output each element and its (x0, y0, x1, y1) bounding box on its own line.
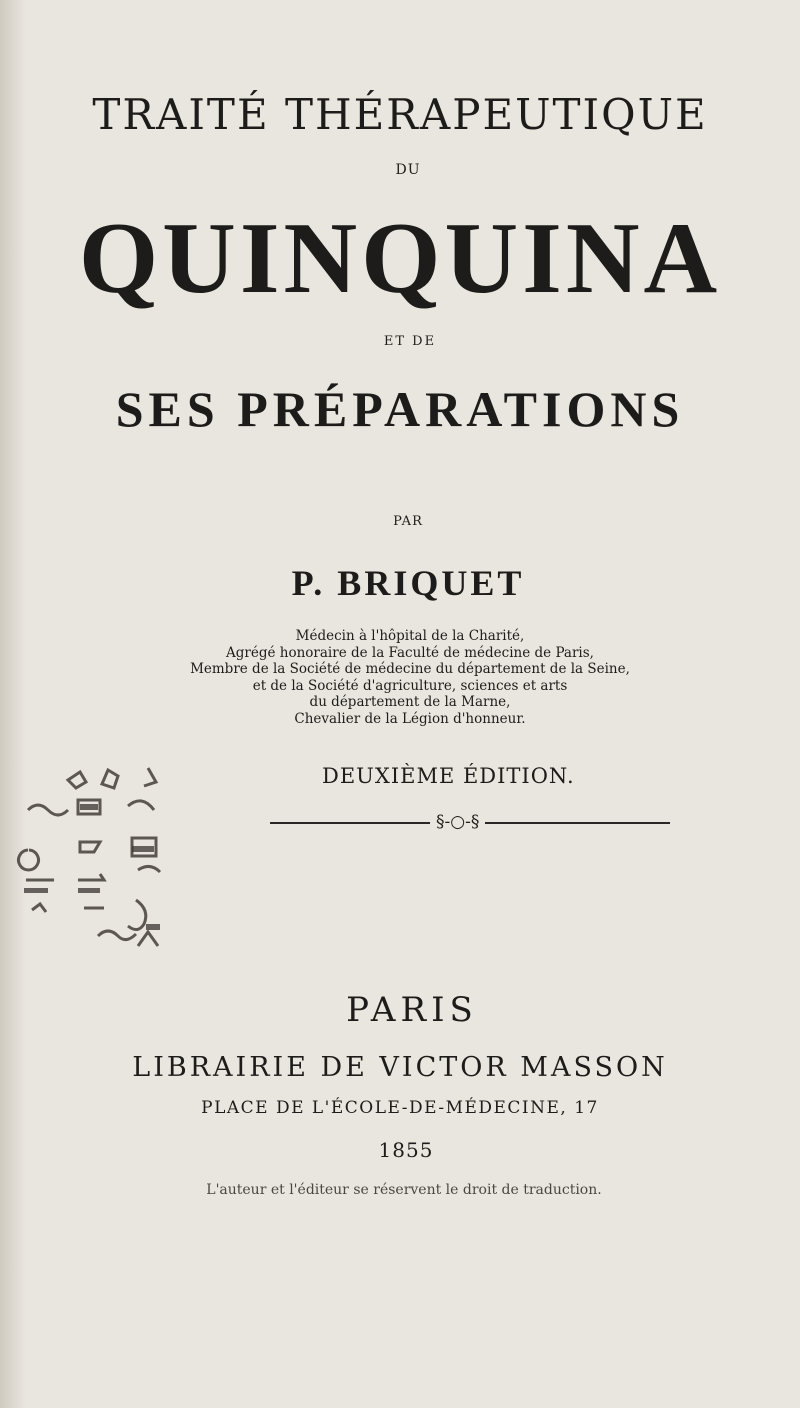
credential-line: et de la Société d'agriculture, sciences et arts (252, 677, 568, 694)
author-credentials (150, 628, 670, 727)
publisher-name: LIBRAIRIE DE VICTOR MASSON (132, 1052, 668, 1083)
publisher-address: PLACE DE L'ÉCOLE-DE-MÉDECINE, 17 (201, 1098, 599, 1118)
title-line-1: TRAITÉ THÉRAPEUTIQUE (92, 90, 708, 139)
credential-line: Chevalier de la Légion d'honneur. (294, 710, 526, 727)
credential-line: Médecin à l'hôpital de la Charité, (295, 628, 525, 644)
ornament-glyph: §-○-§ (430, 812, 485, 832)
title-main: QUINQUINA (78, 202, 722, 315)
title-et-de: ET DE (383, 334, 437, 349)
par-label: PAR (393, 514, 423, 529)
title-line-3: SES PRÉPARATIONS (115, 381, 685, 437)
credential-line: Membre de la Société de médecine du département de la Seine, (190, 661, 630, 677)
author-name: P. BRIQUET (291, 563, 525, 603)
title-du: DU (395, 162, 421, 178)
library-stamp-icon (8, 750, 258, 960)
city-label: PARIS (346, 990, 478, 1030)
rights-notice: L'auteur et l'éditeur se réservent le droit de traduction. (206, 1182, 602, 1198)
credential-line: du département de la Marne, (309, 694, 511, 710)
publication-year: 1855 (378, 1138, 434, 1162)
credential-line: Agrégé honoraire de la Faculté de médecine de Paris, (226, 644, 594, 661)
edition-label: DEUXIÈME ÉDITION. (322, 764, 575, 788)
